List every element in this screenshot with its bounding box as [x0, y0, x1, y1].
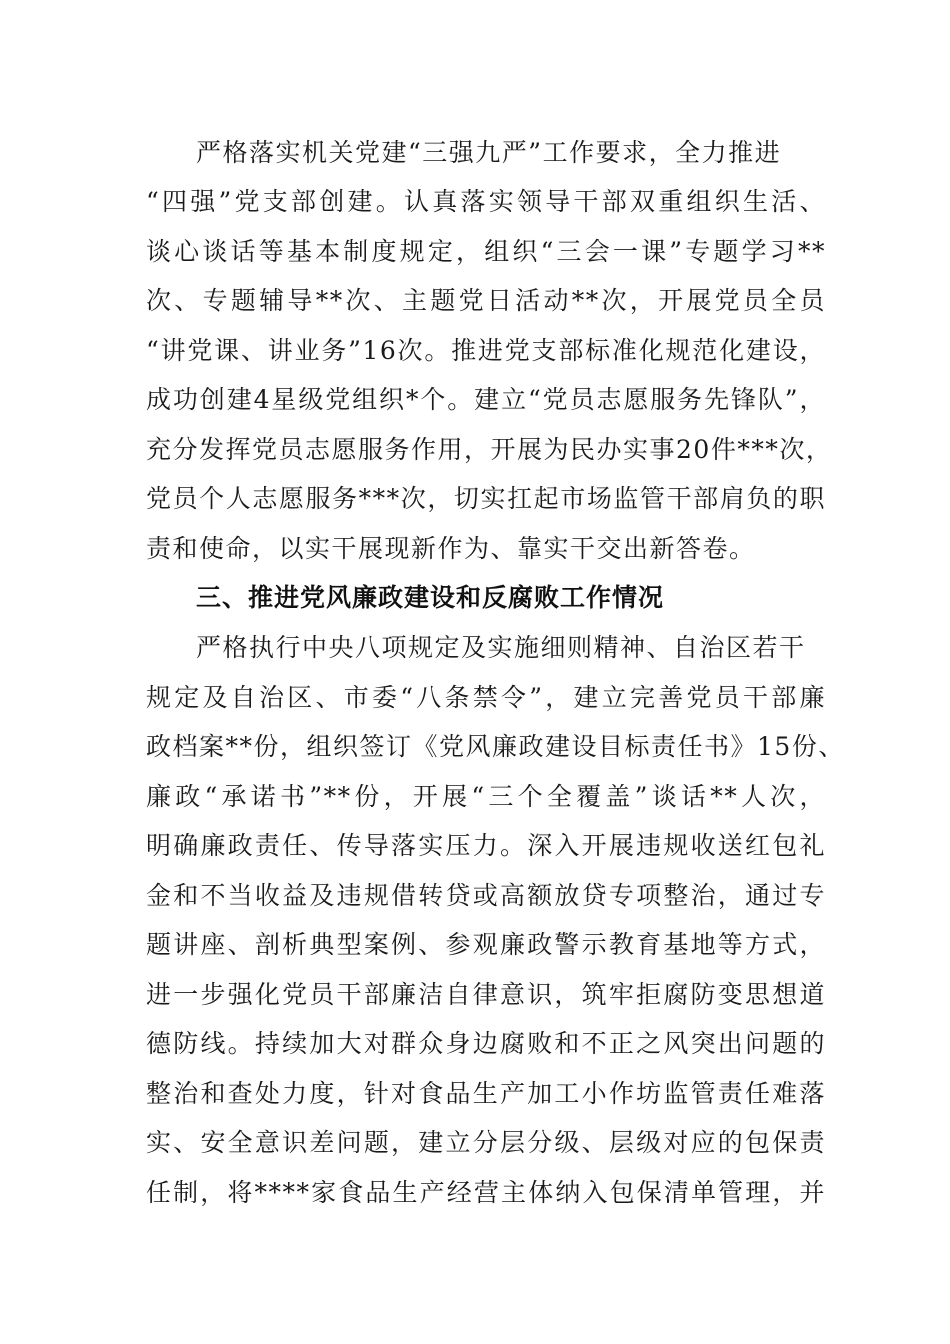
- paragraph2-line-11: 实、安全意识差问题，建立分层分级、层级对应的包保责: [146, 1128, 826, 1157]
- paragraph1-line-5: “讲党课、讲业务”16次。推进党支部标准化规范化建设，: [146, 336, 826, 365]
- section-heading: 三、推进党风廉政建设和反腐败工作情况: [196, 583, 665, 612]
- paragraph2-line-2: 规定及自治区、市委“八条禁令”，建立完善党员干部廉: [146, 683, 826, 712]
- paragraph2-line-9: 德防线。持续加大对群众身边腐败和不正之风突出问题的: [146, 1029, 826, 1058]
- paragraph1-line-1: 严格落实机关党建“三强九严”工作要求，全力推进: [196, 138, 782, 167]
- paragraph2-line-1: 严格执行中央八项规定及实施细则精神、自治区若干: [196, 633, 806, 662]
- paragraph2-line-3: 政档案**份，组织签订《党风廉政建设目标责任书》15份、: [146, 732, 845, 761]
- paragraph1-line-7: 充分发挥党员志愿服务作用，开展为民办实事20件***次，: [146, 435, 833, 464]
- paragraph2-line-7: 题讲座、剖析典型案例、参观廉政警示教育基地等方式，: [146, 930, 826, 959]
- paragraph1-line-8: 党员个人志愿服务***次，切实扛起市场监管干部肩负的职: [146, 484, 826, 513]
- paragraph2-line-4: 廉政“承诺书”**份，开展“三个全覆盖”谈话**人次，: [146, 782, 826, 811]
- paragraph1-line-9: 责和使命，以实干展现新作为、靠实干交出新答卷。: [146, 534, 756, 563]
- paragraph1-line-2: “四强”党支部创建。认真落实领导干部双重组织生活、: [146, 187, 826, 216]
- paragraph1-line-3: 谈心谈话等基本制度规定，组织“三会一课”专题学习**: [146, 237, 826, 266]
- paragraph2-line-6: 金和不当收益及违规借转贷或高额放贷专项整治，通过专: [146, 881, 826, 910]
- paragraph1-line-4: 次、专题辅导**次、主题党日活动**次，开展党员全员: [146, 286, 826, 315]
- paragraph2-line-8: 进一步强化党员干部廉洁自律意识，筑牢拒腐防变思想道: [146, 980, 826, 1009]
- paragraph2-line-5: 明确廉政责任、传导落实压力。深入开展违规收送红包礼: [146, 831, 826, 860]
- paragraph2-line-12: 任制，将****家食品生产经营主体纳入包保清单管理，并: [146, 1178, 826, 1207]
- paragraph1-line-6: 成功创建4星级党组织*个。建立“党员志愿服务先锋队”，: [146, 385, 826, 414]
- paragraph2-line-10: 整治和查处力度，针对食品生产加工小作坊监管责任难落: [146, 1079, 826, 1108]
